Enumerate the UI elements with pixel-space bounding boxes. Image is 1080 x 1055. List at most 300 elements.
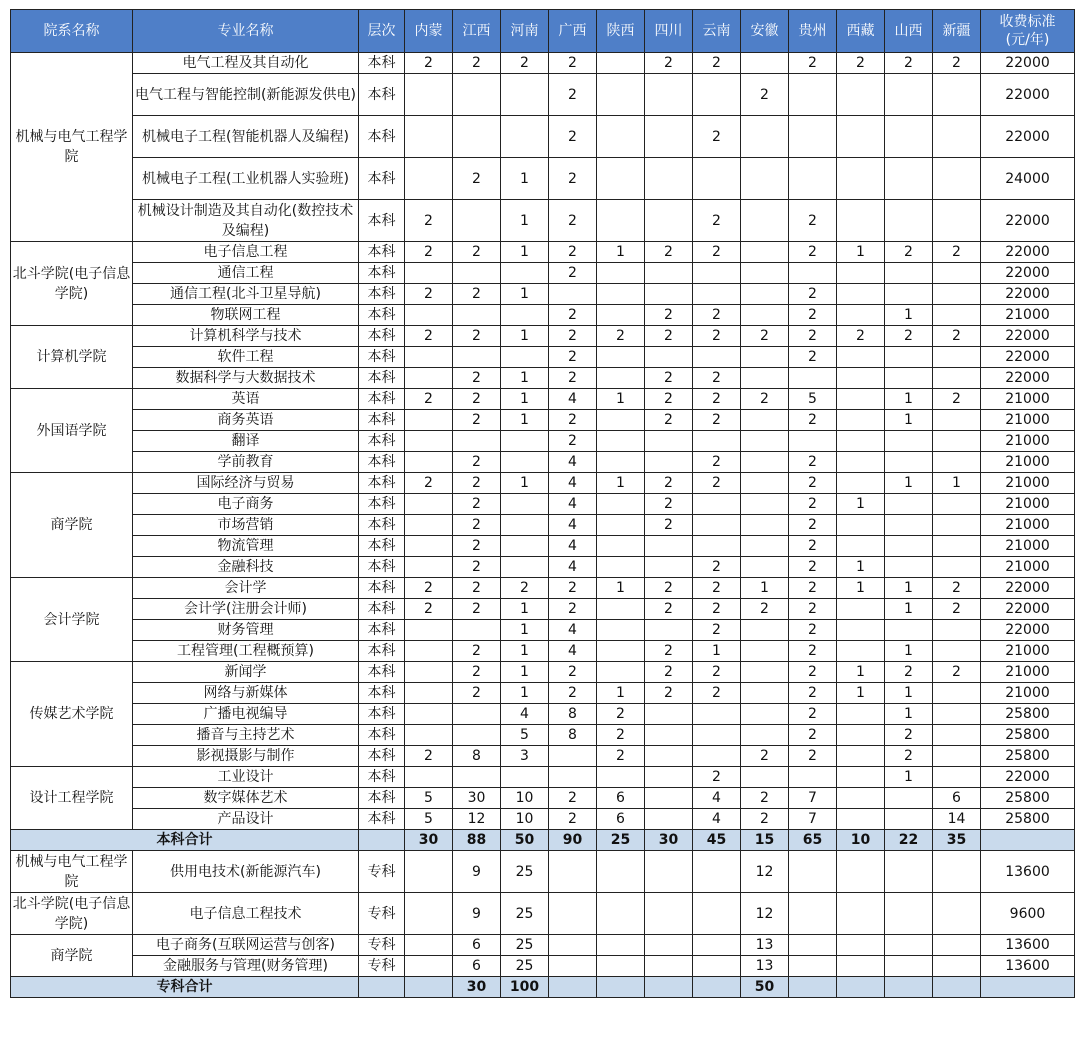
quota-cell bbox=[741, 347, 789, 368]
quota-cell bbox=[501, 767, 549, 788]
quota-cell: 2 bbox=[885, 746, 933, 767]
quota-cell bbox=[837, 473, 885, 494]
major-name-cell: 电子商务 bbox=[133, 494, 359, 515]
quota-cell: 2 bbox=[453, 536, 501, 557]
quota-cell bbox=[693, 704, 741, 725]
quota-cell: 4 bbox=[549, 557, 597, 578]
level-cell: 本科 bbox=[359, 305, 405, 326]
quota-cell: 2 bbox=[693, 557, 741, 578]
quota-cell: 2 bbox=[741, 809, 789, 830]
quota-cell: 2 bbox=[645, 683, 693, 704]
quota-cell bbox=[837, 116, 885, 158]
quota-cell: 1 bbox=[501, 662, 549, 683]
quota-cell bbox=[549, 893, 597, 935]
quota-cell bbox=[837, 641, 885, 662]
quota-cell: 1 bbox=[933, 473, 981, 494]
quota-cell bbox=[405, 305, 453, 326]
quota-cell bbox=[597, 641, 645, 662]
quota-cell: 4 bbox=[549, 536, 597, 557]
quota-cell: 2 bbox=[789, 305, 837, 326]
major-name-cell: 会计学(注册会计师) bbox=[133, 599, 359, 620]
level-cell: 本科 bbox=[359, 683, 405, 704]
quota-cell: 2 bbox=[693, 389, 741, 410]
table-row bbox=[11, 242, 1075, 263]
quota-cell bbox=[549, 956, 597, 977]
quota-cell bbox=[405, 557, 453, 578]
quota-cell: 1 bbox=[885, 599, 933, 620]
quota-cell: 2 bbox=[837, 53, 885, 74]
quota-cell bbox=[453, 200, 501, 242]
quota-cell bbox=[645, 704, 693, 725]
fee-cell: 21000 bbox=[981, 410, 1075, 431]
quota-cell bbox=[741, 536, 789, 557]
quota-cell: 7 bbox=[789, 809, 837, 830]
fee-cell: 25800 bbox=[981, 809, 1075, 830]
major-name-cell: 产品设计 bbox=[133, 809, 359, 830]
quota-cell: 2 bbox=[693, 620, 741, 641]
header-fee-line1: 收费标准 bbox=[999, 14, 1056, 30]
quota-cell bbox=[645, 788, 693, 809]
table-row bbox=[11, 725, 1075, 746]
quota-cell: 2 bbox=[549, 347, 597, 368]
quota-cell bbox=[741, 53, 789, 74]
quota-cell: 4 bbox=[549, 473, 597, 494]
quota-cell bbox=[597, 767, 645, 788]
fee-cell: 9600 bbox=[981, 893, 1075, 935]
quota-cell: 2 bbox=[885, 53, 933, 74]
level-cell: 本科 bbox=[359, 599, 405, 620]
quota-cell: 2 bbox=[789, 599, 837, 620]
enrollment-table-container bbox=[10, 9, 1072, 998]
quota-cell: 2 bbox=[933, 326, 981, 347]
quota-cell bbox=[741, 683, 789, 704]
fee-cell: 22000 bbox=[981, 116, 1075, 158]
quota-cell: 1 bbox=[885, 410, 933, 431]
college-name-cell: 传媒艺术学院 bbox=[11, 662, 133, 767]
quota-cell: 2 bbox=[693, 242, 741, 263]
quota-cell bbox=[885, 809, 933, 830]
level-cell: 本科 bbox=[359, 431, 405, 452]
quota-cell bbox=[405, 74, 453, 116]
quota-cell bbox=[693, 263, 741, 284]
table-row bbox=[11, 53, 1075, 74]
quota-cell: 2 bbox=[741, 74, 789, 116]
quota-cell bbox=[597, 515, 645, 536]
table-row bbox=[11, 788, 1075, 809]
quota-cell bbox=[693, 935, 741, 956]
quota-cell bbox=[837, 515, 885, 536]
total-fee-cell bbox=[981, 977, 1075, 998]
quota-cell bbox=[885, 515, 933, 536]
total-row bbox=[11, 830, 1075, 851]
college-name-cell: 设计工程学院 bbox=[11, 767, 133, 830]
major-name-cell: 通信工程(北斗卫星导航) bbox=[133, 284, 359, 305]
quota-cell bbox=[837, 431, 885, 452]
quota-cell: 2 bbox=[453, 557, 501, 578]
quota-cell: 25 bbox=[501, 956, 549, 977]
quota-cell bbox=[789, 74, 837, 116]
quota-cell bbox=[741, 725, 789, 746]
quota-cell: 2 bbox=[597, 746, 645, 767]
header-province: 广西 bbox=[549, 10, 597, 53]
quota-cell: 2 bbox=[453, 494, 501, 515]
header-province: 陕西 bbox=[597, 10, 645, 53]
quota-cell bbox=[645, 200, 693, 242]
quota-cell: 2 bbox=[597, 326, 645, 347]
quota-cell bbox=[501, 494, 549, 515]
quota-cell bbox=[597, 200, 645, 242]
quota-cell: 1 bbox=[501, 200, 549, 242]
quota-cell: 2 bbox=[453, 368, 501, 389]
major-name-cell: 国际经济与贸易 bbox=[133, 473, 359, 494]
quota-cell bbox=[789, 116, 837, 158]
fee-cell: 22000 bbox=[981, 284, 1075, 305]
fee-cell: 22000 bbox=[981, 599, 1075, 620]
table-row bbox=[11, 158, 1075, 200]
fee-cell: 22000 bbox=[981, 767, 1075, 788]
enrollment-plan-table bbox=[10, 9, 1075, 998]
total-quota-cell: 35 bbox=[933, 830, 981, 851]
college-name-cell: 商学院 bbox=[11, 473, 133, 578]
college-name-cell: 北斗学院(电子信息学院) bbox=[11, 242, 133, 326]
quota-cell: 2 bbox=[933, 53, 981, 74]
quota-cell: 2 bbox=[789, 725, 837, 746]
header-province: 山西 bbox=[885, 10, 933, 53]
quota-cell bbox=[597, 956, 645, 977]
quota-cell bbox=[837, 368, 885, 389]
quota-cell: 2 bbox=[933, 242, 981, 263]
table-row bbox=[11, 683, 1075, 704]
fee-cell: 21000 bbox=[981, 473, 1075, 494]
quota-cell bbox=[741, 557, 789, 578]
quota-cell bbox=[885, 557, 933, 578]
quota-cell bbox=[933, 935, 981, 956]
fee-cell: 13600 bbox=[981, 851, 1075, 893]
quota-cell bbox=[837, 746, 885, 767]
quota-cell: 2 bbox=[453, 158, 501, 200]
quota-cell: 2 bbox=[933, 578, 981, 599]
fee-cell: 21000 bbox=[981, 515, 1075, 536]
quota-cell bbox=[837, 158, 885, 200]
total-quota-cell bbox=[645, 977, 693, 998]
quota-cell: 1 bbox=[501, 599, 549, 620]
level-cell: 本科 bbox=[359, 326, 405, 347]
fee-cell: 21000 bbox=[981, 641, 1075, 662]
quota-cell: 1 bbox=[501, 410, 549, 431]
quota-cell bbox=[453, 767, 501, 788]
level-cell: 本科 bbox=[359, 725, 405, 746]
quota-cell bbox=[501, 305, 549, 326]
total-quota-cell: 30 bbox=[453, 977, 501, 998]
quota-cell: 2 bbox=[405, 284, 453, 305]
quota-cell bbox=[933, 683, 981, 704]
quota-cell: 2 bbox=[885, 242, 933, 263]
level-cell: 本科 bbox=[359, 473, 405, 494]
quota-cell bbox=[405, 158, 453, 200]
level-cell: 本科 bbox=[359, 704, 405, 725]
quota-cell: 2 bbox=[453, 599, 501, 620]
quota-cell bbox=[741, 452, 789, 473]
major-name-cell: 金融科技 bbox=[133, 557, 359, 578]
quota-cell: 2 bbox=[693, 473, 741, 494]
quota-cell: 8 bbox=[549, 704, 597, 725]
level-cell: 本科 bbox=[359, 53, 405, 74]
major-name-cell: 数据科学与大数据技术 bbox=[133, 368, 359, 389]
quota-cell bbox=[597, 116, 645, 158]
quota-cell bbox=[645, 725, 693, 746]
quota-cell bbox=[837, 410, 885, 431]
quota-cell bbox=[789, 431, 837, 452]
quota-cell: 2 bbox=[693, 53, 741, 74]
quota-cell bbox=[597, 893, 645, 935]
quota-cell bbox=[597, 620, 645, 641]
header-province: 内蒙 bbox=[405, 10, 453, 53]
quota-cell bbox=[837, 956, 885, 977]
quota-cell: 2 bbox=[453, 389, 501, 410]
quota-cell bbox=[837, 389, 885, 410]
level-cell: 本科 bbox=[359, 242, 405, 263]
fee-cell: 13600 bbox=[981, 935, 1075, 956]
total-label-cell: 专科合计 bbox=[11, 977, 359, 998]
quota-cell: 2 bbox=[453, 284, 501, 305]
quota-cell bbox=[933, 956, 981, 977]
table-row bbox=[11, 515, 1075, 536]
quota-cell: 2 bbox=[645, 242, 693, 263]
quota-cell bbox=[933, 263, 981, 284]
college-name-cell: 外国语学院 bbox=[11, 389, 133, 473]
quota-cell bbox=[885, 263, 933, 284]
quota-cell bbox=[645, 116, 693, 158]
quota-cell bbox=[645, 767, 693, 788]
quota-cell bbox=[933, 620, 981, 641]
quota-cell bbox=[453, 263, 501, 284]
quota-cell: 30 bbox=[453, 788, 501, 809]
quota-cell: 2 bbox=[885, 662, 933, 683]
quota-cell bbox=[597, 452, 645, 473]
quota-cell bbox=[933, 641, 981, 662]
fee-cell: 21000 bbox=[981, 683, 1075, 704]
quota-cell bbox=[405, 935, 453, 956]
quota-cell bbox=[933, 74, 981, 116]
table-row bbox=[11, 851, 1075, 893]
level-cell: 专科 bbox=[359, 956, 405, 977]
quota-cell: 2 bbox=[693, 116, 741, 158]
quota-cell: 2 bbox=[549, 74, 597, 116]
quota-cell bbox=[837, 74, 885, 116]
level-cell: 本科 bbox=[359, 452, 405, 473]
total-level-cell bbox=[359, 830, 405, 851]
level-cell: 本科 bbox=[359, 515, 405, 536]
quota-cell bbox=[933, 746, 981, 767]
quota-cell bbox=[645, 431, 693, 452]
major-name-cell: 新闻学 bbox=[133, 662, 359, 683]
quota-cell: 2 bbox=[549, 305, 597, 326]
quota-cell: 2 bbox=[549, 662, 597, 683]
quota-cell: 2 bbox=[645, 305, 693, 326]
quota-cell bbox=[933, 851, 981, 893]
quota-cell bbox=[933, 284, 981, 305]
table-row bbox=[11, 116, 1075, 158]
major-name-cell: 物联网工程 bbox=[133, 305, 359, 326]
quota-cell: 2 bbox=[645, 368, 693, 389]
quota-cell bbox=[933, 557, 981, 578]
quota-cell: 2 bbox=[693, 578, 741, 599]
quota-cell bbox=[597, 662, 645, 683]
header-province: 云南 bbox=[693, 10, 741, 53]
quota-cell: 2 bbox=[789, 452, 837, 473]
table-row bbox=[11, 74, 1075, 116]
quota-cell: 2 bbox=[693, 662, 741, 683]
quota-cell: 6 bbox=[453, 956, 501, 977]
quota-cell bbox=[645, 284, 693, 305]
quota-cell bbox=[933, 536, 981, 557]
total-quota-cell: 25 bbox=[597, 830, 645, 851]
header-level: 层次 bbox=[359, 10, 405, 53]
quota-cell: 2 bbox=[693, 683, 741, 704]
quota-cell: 5 bbox=[789, 389, 837, 410]
level-cell: 本科 bbox=[359, 662, 405, 683]
quota-cell bbox=[885, 620, 933, 641]
quota-cell bbox=[501, 263, 549, 284]
quota-cell: 1 bbox=[837, 683, 885, 704]
quota-cell: 2 bbox=[405, 242, 453, 263]
quota-cell: 13 bbox=[741, 935, 789, 956]
table-row bbox=[11, 326, 1075, 347]
quota-cell bbox=[549, 935, 597, 956]
quota-cell: 1 bbox=[885, 389, 933, 410]
fee-cell: 21000 bbox=[981, 662, 1075, 683]
quota-cell: 1 bbox=[597, 578, 645, 599]
total-quota-cell: 90 bbox=[549, 830, 597, 851]
fee-cell: 22000 bbox=[981, 368, 1075, 389]
major-name-cell: 英语 bbox=[133, 389, 359, 410]
quota-cell: 1 bbox=[597, 389, 645, 410]
header-province: 安徽 bbox=[741, 10, 789, 53]
quota-cell: 2 bbox=[549, 683, 597, 704]
quota-cell bbox=[885, 851, 933, 893]
quota-cell: 1 bbox=[501, 326, 549, 347]
quota-cell bbox=[741, 494, 789, 515]
quota-cell bbox=[933, 452, 981, 473]
header-province: 贵州 bbox=[789, 10, 837, 53]
quota-cell: 2 bbox=[645, 473, 693, 494]
quota-cell bbox=[693, 893, 741, 935]
college-name-cell: 会计学院 bbox=[11, 578, 133, 662]
level-cell: 本科 bbox=[359, 494, 405, 515]
fee-cell: 22000 bbox=[981, 263, 1075, 284]
quota-cell bbox=[501, 515, 549, 536]
level-cell: 本科 bbox=[359, 347, 405, 368]
quota-cell: 2 bbox=[453, 452, 501, 473]
quota-cell bbox=[453, 305, 501, 326]
quota-cell bbox=[405, 347, 453, 368]
quota-cell: 1 bbox=[837, 578, 885, 599]
quota-cell bbox=[405, 116, 453, 158]
major-name-cell: 网络与新媒体 bbox=[133, 683, 359, 704]
quota-cell: 9 bbox=[453, 893, 501, 935]
fee-cell: 25800 bbox=[981, 788, 1075, 809]
quota-cell bbox=[501, 452, 549, 473]
quota-cell: 2 bbox=[405, 389, 453, 410]
major-name-cell: 机械设计制造及其自动化(数控技术及编程) bbox=[133, 200, 359, 242]
college-name-cell: 商学院 bbox=[11, 935, 133, 977]
quota-cell: 1 bbox=[501, 473, 549, 494]
header-fee bbox=[981, 10, 1075, 53]
quota-cell: 1 bbox=[885, 767, 933, 788]
quota-cell: 2 bbox=[645, 515, 693, 536]
quota-cell: 2 bbox=[405, 53, 453, 74]
fee-cell: 21000 bbox=[981, 536, 1075, 557]
quota-cell bbox=[453, 74, 501, 116]
college-name-cell: 北斗学院(电子信息学院) bbox=[11, 893, 133, 935]
quota-cell bbox=[837, 263, 885, 284]
quota-cell: 5 bbox=[405, 788, 453, 809]
quota-cell bbox=[597, 305, 645, 326]
quota-cell: 2 bbox=[549, 431, 597, 452]
quota-cell bbox=[933, 410, 981, 431]
total-quota-cell: 50 bbox=[501, 830, 549, 851]
quota-cell bbox=[885, 893, 933, 935]
major-name-cell: 会计学 bbox=[133, 578, 359, 599]
quota-cell: 1 bbox=[597, 473, 645, 494]
quota-cell bbox=[453, 725, 501, 746]
quota-cell bbox=[645, 452, 693, 473]
quota-cell: 2 bbox=[789, 704, 837, 725]
quota-cell: 2 bbox=[741, 599, 789, 620]
level-cell: 本科 bbox=[359, 809, 405, 830]
quota-cell: 2 bbox=[789, 326, 837, 347]
quota-cell bbox=[645, 263, 693, 284]
quota-cell: 1 bbox=[501, 620, 549, 641]
quota-cell: 2 bbox=[453, 662, 501, 683]
quota-cell: 9 bbox=[453, 851, 501, 893]
quota-cell bbox=[405, 494, 453, 515]
quota-cell: 2 bbox=[789, 347, 837, 368]
quota-cell: 2 bbox=[549, 116, 597, 158]
quota-cell bbox=[501, 557, 549, 578]
quota-cell: 1 bbox=[885, 578, 933, 599]
quota-cell bbox=[501, 116, 549, 158]
level-cell: 本科 bbox=[359, 788, 405, 809]
quota-cell: 6 bbox=[597, 809, 645, 830]
quota-cell bbox=[885, 452, 933, 473]
level-cell: 本科 bbox=[359, 536, 405, 557]
quota-cell: 2 bbox=[405, 599, 453, 620]
quota-cell: 2 bbox=[789, 53, 837, 74]
level-cell: 本科 bbox=[359, 116, 405, 158]
quota-cell: 13 bbox=[741, 956, 789, 977]
quota-cell: 2 bbox=[789, 536, 837, 557]
quota-cell: 2 bbox=[693, 452, 741, 473]
quota-cell bbox=[837, 893, 885, 935]
table-row bbox=[11, 893, 1075, 935]
total-quota-cell: 22 bbox=[885, 830, 933, 851]
major-name-cell: 工程管理(工程概预算) bbox=[133, 641, 359, 662]
quota-cell: 2 bbox=[645, 410, 693, 431]
quota-cell bbox=[645, 746, 693, 767]
fee-cell: 13600 bbox=[981, 956, 1075, 977]
quota-cell bbox=[885, 935, 933, 956]
level-cell: 本科 bbox=[359, 158, 405, 200]
fee-cell: 22000 bbox=[981, 326, 1075, 347]
table-row bbox=[11, 263, 1075, 284]
quota-cell: 3 bbox=[501, 746, 549, 767]
major-name-cell: 电气工程及其自动化 bbox=[133, 53, 359, 74]
level-cell: 本科 bbox=[359, 389, 405, 410]
quota-cell: 2 bbox=[549, 263, 597, 284]
quota-cell: 7 bbox=[789, 788, 837, 809]
quota-cell: 2 bbox=[933, 662, 981, 683]
